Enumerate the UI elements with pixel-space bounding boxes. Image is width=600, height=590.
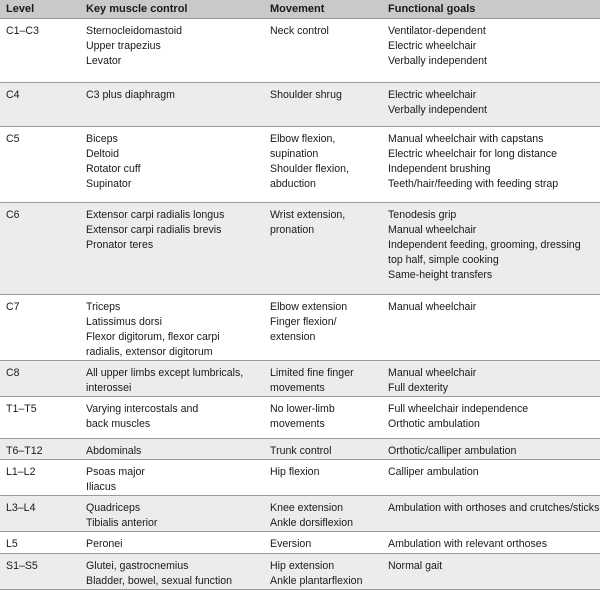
goals-cell-line: Normal gait — [388, 560, 443, 572]
movement-cell-line: Ankle plantarflexion — [270, 575, 363, 587]
muscle-cell-line: Levator — [86, 55, 122, 67]
table-row — [0, 460, 600, 496]
movement-cell — [264, 361, 382, 397]
muscle-cell — [80, 397, 264, 439]
muscle-cell-line: Flexor digitorum, flexor carpi — [86, 331, 220, 343]
goals-cell — [382, 496, 600, 532]
table-row — [0, 361, 600, 397]
muscle-cell-line: Rotator cuff — [86, 163, 141, 175]
muscle-cell-line: Pronator teres — [86, 239, 154, 251]
muscle-cell-line: Tibialis anterior — [86, 517, 158, 529]
goals-cell — [382, 19, 600, 83]
movement-cell — [264, 532, 382, 554]
goals-cell-line: Orthotic/calliper ambulation — [388, 445, 517, 457]
movement-cell-line: Neck control — [270, 25, 329, 37]
goals-cell-line: top half, simple cooking — [388, 254, 499, 266]
goals-cell-line: Teeth/hair/feeding with feeding strap — [388, 178, 559, 190]
muscle-cell — [80, 83, 264, 127]
muscle-cell-line: Varying intercostals and — [86, 403, 199, 415]
muscle-cell-line: Biceps — [86, 133, 118, 145]
goals-cell-line: Ventilator-dependent — [388, 25, 486, 37]
header-key-muscle-control: Key muscle control — [80, 0, 264, 19]
table-row — [0, 397, 600, 439]
goals-cell — [382, 127, 600, 203]
goals-cell-line: Manual wheelchair — [388, 224, 477, 236]
movement-cell — [264, 460, 382, 496]
goals-cell — [382, 460, 600, 496]
muscle-cell-line: Peronei — [86, 538, 123, 550]
muscle-cell-line: radialis, extensor digitorum — [86, 346, 213, 358]
movement-cell-line: pronation — [270, 224, 315, 236]
movement-cell-line: Hip flexion — [270, 466, 320, 478]
muscle-cell-line: back muscles — [86, 418, 151, 430]
goals-cell-line: Electric wheelchair — [388, 89, 477, 101]
muscle-cell-line: All upper limbs except lumbricals, — [86, 367, 244, 379]
level-cell: C6 — [0, 203, 80, 295]
table-row — [0, 19, 600, 83]
movement-cell-line: Eversion — [270, 538, 312, 550]
goals-cell-line: Full wheelchair independence — [388, 403, 529, 415]
movement-cell-line: supination — [270, 148, 319, 160]
muscle-cell-line: Deltoid — [86, 148, 119, 160]
muscle-cell — [80, 439, 264, 460]
muscle-cell-line: Upper trapezius — [86, 40, 161, 52]
muscle-cell-line: Abdominals — [86, 445, 142, 457]
movement-cell-line: Trunk control — [270, 445, 332, 457]
goals-cell — [382, 203, 600, 295]
movement-cell — [264, 127, 382, 203]
movement-cell-line: Limited fine finger — [270, 367, 354, 379]
level-cell: T1–T5 — [0, 397, 80, 439]
level-cell: C5 — [0, 127, 80, 203]
table-row — [0, 127, 600, 203]
movement-cell-line: Finger flexion/ — [270, 316, 337, 328]
goals-cell-line: Verbally independent — [388, 104, 487, 116]
movement-cell — [264, 203, 382, 295]
muscle-cell-line: Quadriceps — [86, 502, 141, 514]
level-cell: L1–L2 — [0, 460, 80, 496]
goals-cell-line: Full dexterity — [388, 382, 449, 394]
muscle-cell-line: C3 plus diaphragm — [86, 89, 175, 101]
muscle-cell-line: Latissimus dorsi — [86, 316, 162, 328]
movement-cell-line: Hip extension — [270, 560, 335, 572]
level-cell: C7 — [0, 295, 80, 361]
muscle-cell-line: Extensor carpi radialis brevis — [86, 224, 222, 236]
muscle-cell-line: interossei — [86, 382, 132, 394]
level-cell: T6–T12 — [0, 439, 80, 460]
table-row — [0, 203, 600, 295]
muscle-cell-line: Iliacus — [86, 481, 117, 493]
movement-cell-line: Shoulder shrug — [270, 89, 342, 101]
movement-cell-line: extension — [270, 331, 316, 343]
movement-cell-line: Elbow extension — [270, 301, 348, 313]
level-cell: C1–C3 — [0, 19, 80, 83]
movement-cell-line: movements — [270, 382, 325, 394]
muscle-cell — [80, 127, 264, 203]
goals-cell-line: Ambulation with relevant orthoses — [388, 538, 547, 550]
movement-cell — [264, 19, 382, 83]
level-cell: C4 — [0, 83, 80, 127]
goals-cell-line: Electric wheelchair for long distance — [388, 148, 557, 160]
movement-cell — [264, 83, 382, 127]
muscle-cell-line: Glutei, gastrocnemius — [86, 560, 189, 572]
goals-cell-line: Independent feeding, grooming, dressing — [388, 239, 581, 251]
muscle-cell-line: Extensor carpi radialis longus — [86, 209, 225, 221]
muscle-cell-line: Bladder, bowel, sexual function — [86, 575, 233, 587]
goals-cell-line: Verbally independent — [388, 55, 487, 67]
muscle-cell-line: Psoas major — [86, 466, 145, 478]
muscle-cell — [80, 460, 264, 496]
goals-cell — [382, 83, 600, 127]
goals-cell-line: Calliper ambulation — [388, 466, 479, 478]
movement-cell-line: abduction — [270, 178, 316, 190]
level-cell: S1–S5 — [0, 554, 80, 590]
table-row — [0, 532, 600, 554]
movement-cell-line: Shoulder flexion, — [270, 163, 349, 175]
table-row — [0, 295, 600, 361]
goals-cell — [382, 439, 600, 460]
table-row — [0, 83, 600, 127]
goals-cell-line: Same-height transfers — [388, 269, 493, 281]
goals-cell-line: Manual wheelchair — [388, 367, 477, 379]
goals-cell-line: Orthotic ambulation — [388, 418, 480, 430]
muscle-cell — [80, 554, 264, 590]
header-functional-goals: Functional goals — [382, 0, 600, 19]
table-row — [0, 496, 600, 532]
muscle-cell — [80, 19, 264, 83]
goals-cell-line: Ambulation with orthoses and crutches/sticks — [388, 502, 600, 514]
goals-cell-line: Electric wheelchair — [388, 40, 477, 52]
goals-cell-line: Manual wheelchair — [388, 301, 477, 313]
muscle-cell — [80, 361, 264, 397]
header-movement: Movement — [264, 0, 382, 19]
muscle-cell — [80, 496, 264, 532]
goals-cell-line: Tenodesis grip — [388, 209, 457, 221]
level-cell: L5 — [0, 532, 80, 554]
goals-cell-line: Independent brushing — [388, 163, 491, 175]
header-row — [0, 0, 600, 19]
muscle-cell — [80, 203, 264, 295]
header-level: Level — [0, 0, 80, 19]
level-cell: C8 — [0, 361, 80, 397]
muscle-cell-line: Supinator — [86, 178, 132, 190]
goals-cell — [382, 554, 600, 590]
goals-cell — [382, 532, 600, 554]
movement-cell-line: Elbow flexion, — [270, 133, 336, 145]
muscle-cell-line: Sternocleidomastoid — [86, 25, 182, 37]
table-row — [0, 554, 600, 590]
table-body — [0, 19, 600, 590]
movement-cell-line: Knee extension — [270, 502, 344, 514]
movement-cell-line: No lower-limb — [270, 403, 335, 415]
movement-cell-line: Ankle dorsiflexion — [270, 517, 354, 529]
goals-cell — [382, 295, 600, 361]
movement-cell — [264, 439, 382, 460]
movement-cell — [264, 554, 382, 590]
muscle-cell — [80, 532, 264, 554]
table-row — [0, 439, 600, 460]
goals-cell — [382, 361, 600, 397]
movement-cell-line: movements — [270, 418, 325, 430]
movement-cell — [264, 397, 382, 439]
movement-cell — [264, 496, 382, 532]
movement-cell-line: Wrist extension, — [270, 209, 346, 221]
muscle-cell — [80, 295, 264, 361]
movement-cell — [264, 295, 382, 361]
goals-cell-line: Manual wheelchair with capstans — [388, 133, 544, 145]
muscle-cell-line: Triceps — [86, 301, 121, 313]
goals-cell — [382, 397, 600, 439]
level-cell: L3–L4 — [0, 496, 80, 532]
